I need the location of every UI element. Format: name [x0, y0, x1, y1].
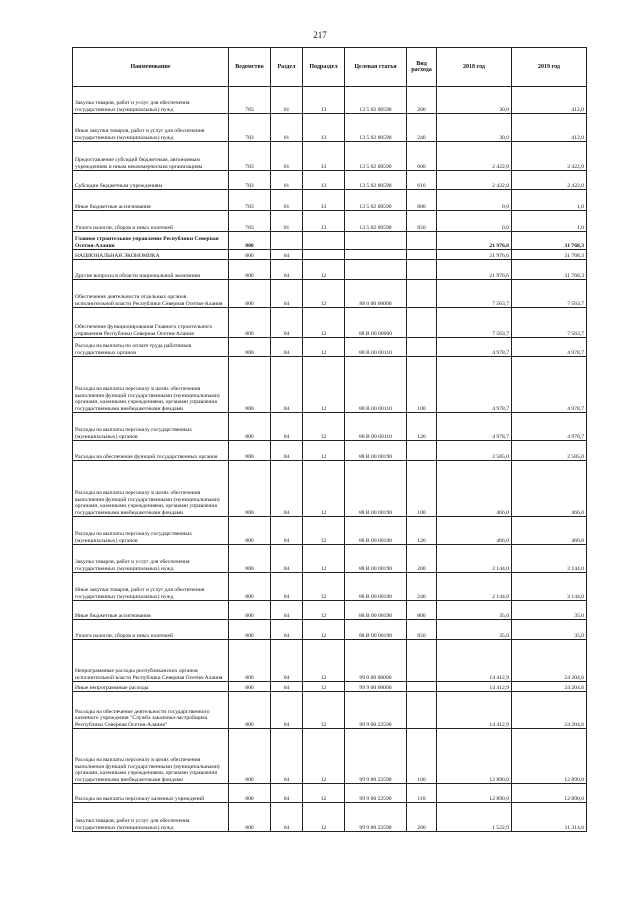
cell-department: 800 — [229, 545, 271, 573]
cell-target-article: 13 5 02 00590 — [345, 142, 407, 171]
cell-expense-type: 110 — [407, 784, 437, 803]
cell-target-article: 88 В 00 00110 — [345, 413, 407, 441]
cell-2019: 11 314,6 — [512, 803, 587, 832]
cell-2019: 7 563,7 — [512, 280, 587, 308]
table-row — [73, 190, 587, 211]
cell-expense-type: 120 — [407, 413, 437, 441]
cell-target-article: 88 В 00 00190 — [345, 517, 407, 545]
cell-section: 04 — [271, 692, 303, 729]
cell-target-article: 88 В 00 00190 — [345, 545, 407, 573]
cell-target-article — [345, 260, 407, 280]
cell-target-article: 13 5 02 00590 — [345, 190, 407, 211]
cell-expense-type: 200 — [407, 545, 437, 573]
cell-2019: 4 978,7 — [512, 357, 587, 413]
col-header-name: Наименование — [73, 48, 229, 87]
col-header-section: Раздел — [271, 48, 303, 87]
table-row — [73, 114, 587, 142]
col-header-2018: 2018 год — [437, 48, 512, 87]
cell-subsection: 12 — [303, 803, 345, 832]
cell-target-article: 88 В 00 00110 — [345, 338, 407, 357]
cell-name: Расходы на выплаты персоналу казенных учреждений — [73, 784, 229, 803]
cell-2018: 14 412,9 — [437, 640, 512, 682]
cell-2018: 466,0 — [437, 517, 512, 545]
cell-department: 800 — [229, 413, 271, 441]
cell-2019: 35,0 — [512, 620, 587, 640]
cell-section: 04 — [271, 517, 303, 545]
cell-department: 783 — [229, 190, 271, 211]
cell-2019: 2 144,0 — [512, 545, 587, 573]
cell-subsection: 13 — [303, 114, 345, 142]
cell-target-article: 88 В 00 00190 — [345, 620, 407, 640]
cell-expense-type: 240 — [407, 573, 437, 601]
cell-name: Закупка товаров, работ и услуг для обеспечения государственных (муниципальных) нужд — [73, 545, 229, 573]
cell-target-article: 88 В 00 00000 — [345, 308, 407, 338]
cell-target-article — [345, 250, 407, 260]
table-row — [73, 640, 587, 682]
cell-subsection: 13 — [303, 211, 345, 232]
cell-name: Обеспечение функционирования Главного строительного управления Республики Северная Осетия-Алания — [73, 308, 229, 338]
cell-2019: 2 585,0 — [512, 441, 587, 461]
table-row — [73, 211, 587, 232]
cell-target-article: 88 В 00 00190 — [345, 573, 407, 601]
cell-2019: 4 978,7 — [512, 338, 587, 357]
cell-subsection: 12 — [303, 729, 345, 784]
cell-department: 800 — [229, 640, 271, 682]
cell-target-article: 13 5 02 00590 — [345, 114, 407, 142]
cell-name: Расходы на выплаты персоналу государственных (муниципальных) органов — [73, 413, 229, 441]
cell-target-article: 13 5 02 00590 — [345, 171, 407, 190]
cell-expense-type: 600 — [407, 142, 437, 171]
cell-expense-type: 610 — [407, 171, 437, 190]
cell-expense-type: 240 — [407, 114, 437, 142]
cell-department: 783 — [229, 87, 271, 114]
cell-2018: 35,0 — [437, 620, 512, 640]
cell-2018: 0,0 — [437, 211, 512, 232]
cell-expense-type: 850 — [407, 620, 437, 640]
cell-2019: 466,0 — [512, 517, 587, 545]
cell-section: 04 — [271, 280, 303, 308]
cell-section: 04 — [271, 729, 303, 784]
cell-2018: 2 422,0 — [437, 171, 512, 190]
cell-expense-type — [407, 441, 437, 461]
cell-2018: 30,0 — [437, 87, 512, 114]
cell-subsection: 12 — [303, 640, 345, 682]
cell-subsection: 13 — [303, 190, 345, 211]
cell-section: 01 — [271, 171, 303, 190]
cell-department: 800 — [229, 280, 271, 308]
cell-department: 800 — [229, 620, 271, 640]
cell-department: 800 — [229, 461, 271, 517]
table-row — [73, 620, 587, 640]
cell-target-article: 13 5 02 00590 — [345, 211, 407, 232]
page-number: 217 — [313, 30, 327, 40]
cell-expense-type: 850 — [407, 211, 437, 232]
cell-section: 04 — [271, 640, 303, 682]
cell-name: Закупка товаров, работ и услуг для обеспечения государственных (муниципальных) нужд — [73, 87, 229, 114]
cell-section: 01 — [271, 142, 303, 171]
cell-department: 800 — [229, 338, 271, 357]
cell-section: 01 — [271, 211, 303, 232]
cell-target-article: 99 9 00 00000 — [345, 682, 407, 692]
cell-department: 800 — [229, 250, 271, 260]
cell-department: 800 — [229, 441, 271, 461]
cell-2018: 14 412,9 — [437, 682, 512, 692]
cell-2019: 24 204,6 — [512, 692, 587, 729]
cell-department: 800 — [229, 517, 271, 545]
cell-2019: 31 768,3 — [512, 260, 587, 280]
cell-expense-type: 100 — [407, 461, 437, 517]
cell-2018: 12 890,0 — [437, 784, 512, 803]
cell-department: 783 — [229, 142, 271, 171]
table-row — [73, 260, 587, 280]
cell-subsection: 12 — [303, 601, 345, 620]
table-body — [73, 87, 587, 832]
table-row — [73, 784, 587, 803]
cell-name: Расходы на обеспечение деятельности государственного казенного учреждения "Служба заказчика-застройщика Республики Северная Осетия-Алания" — [73, 692, 229, 729]
table-row — [73, 171, 587, 190]
table-row — [73, 729, 587, 784]
cell-2019: 24 204,6 — [512, 682, 587, 692]
cell-section: 04 — [271, 441, 303, 461]
cell-name: Уплата налогов, сборов и иных платежей — [73, 620, 229, 640]
cell-subsection: 12 — [303, 441, 345, 461]
cell-name: Расходы на выплаты персоналу в целях обеспечения выполнения функций государственными (муниципальными) органами, казенными учреждениями, органами управления государственными внебюджетными фондами — [73, 357, 229, 413]
col-header-2019: 2019 год — [512, 48, 587, 87]
cell-2018: 2 585,0 — [437, 441, 512, 461]
cell-section: 04 — [271, 413, 303, 441]
cell-expense-type — [407, 338, 437, 357]
table-row — [73, 803, 587, 832]
cell-2018: 4 978,7 — [437, 413, 512, 441]
cell-2018: 21 976,6 — [437, 232, 512, 250]
cell-subsection: 13 — [303, 142, 345, 171]
cell-2019: 7 563,7 — [512, 308, 587, 338]
table-row — [73, 142, 587, 171]
cell-2018: 14 412,9 — [437, 692, 512, 729]
cell-2018: 1 522,9 — [437, 803, 512, 832]
table-row — [73, 545, 587, 573]
cell-section: 04 — [271, 338, 303, 357]
cell-expense-type — [407, 250, 437, 260]
cell-section: 01 — [271, 190, 303, 211]
cell-expense-type: 800 — [407, 601, 437, 620]
table-row — [73, 692, 587, 729]
cell-expense-type: 120 — [407, 517, 437, 545]
cell-subsection: 13 — [303, 87, 345, 114]
cell-2019: 412,0 — [512, 114, 587, 142]
cell-2019: 24 204,6 — [512, 640, 587, 682]
cell-subsection — [303, 250, 345, 260]
cell-target-article: 88 В 00 00110 — [345, 357, 407, 413]
cell-target-article: 88 В 00 00190 — [345, 461, 407, 517]
cell-name: Расходы на выплаты персоналу государственных (муниципальных) органов — [73, 517, 229, 545]
cell-subsection: 12 — [303, 338, 345, 357]
cell-name: Главное строительное управление Республики Северная Осетия-Алания — [73, 232, 229, 250]
cell-2019: 466,0 — [512, 461, 587, 517]
table-row — [73, 87, 587, 114]
cell-expense-type — [407, 682, 437, 692]
table-row — [73, 250, 587, 260]
cell-section: 04 — [271, 682, 303, 692]
cell-name: Расходы на выплаты персоналу в целях обеспечения выполнения функций государственными (муниципальными) органами, казенными учреждениями, органами управления государственными внебюджетными фондами — [73, 729, 229, 784]
cell-2018: 21 976,6 — [437, 260, 512, 280]
cell-name: Субсидии бюджетным учреждениям — [73, 171, 229, 190]
cell-section: 04 — [271, 260, 303, 280]
cell-2018: 12 890,0 — [437, 729, 512, 784]
col-header-target-article: Целевая статья — [345, 48, 407, 87]
cell-expense-type: 200 — [407, 87, 437, 114]
cell-subsection: 12 — [303, 357, 345, 413]
cell-subsection: 12 — [303, 784, 345, 803]
cell-subsection: 12 — [303, 682, 345, 692]
cell-subsection: 12 — [303, 280, 345, 308]
cell-expense-type — [407, 232, 437, 250]
cell-name: Иные закупки товаров, работ и услуг для обеспечения государственных (муниципальных) нужд — [73, 114, 229, 142]
cell-department: 800 — [229, 601, 271, 620]
cell-department: 800 — [229, 357, 271, 413]
cell-expense-type: 100 — [407, 357, 437, 413]
cell-subsection: 12 — [303, 260, 345, 280]
cell-expense-type — [407, 308, 437, 338]
cell-2018: 2 422,0 — [437, 142, 512, 171]
cell-department: 800 — [229, 729, 271, 784]
cell-section: 04 — [271, 357, 303, 413]
table-row — [73, 573, 587, 601]
col-header-subsection: Подраздел — [303, 48, 345, 87]
cell-subsection: 12 — [303, 692, 345, 729]
cell-section — [271, 232, 303, 250]
cell-section: 04 — [271, 573, 303, 601]
cell-name: Обеспечение деятельности отдельных органов исполнительной власти Республики Северная Осетия-Алания — [73, 280, 229, 308]
cell-2019: 4 978,7 — [512, 413, 587, 441]
cell-name: Расходы на выплаты персоналу в целях обеспечения выполнения функций государственными (муниципальными) органами, казенными учреждениями, органами управления государственными внебюджетными фондами — [73, 461, 229, 517]
cell-subsection: 12 — [303, 517, 345, 545]
cell-name: Непрограммные расходы республиканских органов исполнительной власти Республики Северная Осетия-Алания — [73, 640, 229, 682]
table-row — [73, 413, 587, 441]
cell-2019: 35,0 — [512, 601, 587, 620]
cell-expense-type — [407, 692, 437, 729]
cell-department: 800 — [229, 308, 271, 338]
cell-subsection: 13 — [303, 171, 345, 190]
cell-section: 01 — [271, 87, 303, 114]
table-row — [73, 280, 587, 308]
cell-2018: 21 976,6 — [437, 250, 512, 260]
cell-department: 783 — [229, 211, 271, 232]
cell-name: Предоставление субсидий бюджетным, автономным учреждениям и иным некоммерческим организациям — [73, 142, 229, 171]
cell-department: 800 — [229, 232, 271, 250]
cell-2018: 30,0 — [437, 114, 512, 142]
cell-2019: 31 768,3 — [512, 250, 587, 260]
cell-target-article — [345, 232, 407, 250]
cell-expense-type: 200 — [407, 803, 437, 832]
cell-section: 04 — [271, 250, 303, 260]
cell-target-article: 99 0 00 00000 — [345, 640, 407, 682]
cell-expense-type — [407, 640, 437, 682]
cell-target-article: 13 5 02 00590 — [345, 87, 407, 114]
cell-2019: 1,0 — [512, 190, 587, 211]
table-row — [73, 601, 587, 620]
cell-section: 01 — [271, 114, 303, 142]
cell-name: Иные непрограммные расходы — [73, 682, 229, 692]
cell-2018: 0,0 — [437, 190, 512, 211]
cell-2019: 12 890,0 — [512, 729, 587, 784]
cell-2019: 2 144,0 — [512, 573, 587, 601]
cell-department: 783 — [229, 171, 271, 190]
cell-2018: 7 563,7 — [437, 280, 512, 308]
cell-subsection: 12 — [303, 620, 345, 640]
cell-department: 800 — [229, 260, 271, 280]
cell-expense-type: 100 — [407, 729, 437, 784]
table-row — [73, 357, 587, 413]
cell-2018: 2 144,0 — [437, 545, 512, 573]
cell-name: Иные закупки товаров, работ и услуг для обеспечения государственных (муниципальных) нужд — [73, 573, 229, 601]
cell-target-article: 99 9 00 22590 — [345, 803, 407, 832]
cell-target-article: 88 0 00 00000 — [345, 280, 407, 308]
cell-department: 800 — [229, 573, 271, 601]
cell-section: 04 — [271, 601, 303, 620]
cell-name: НАЦИОНАЛЬНАЯ ЭКОНОМИКА — [73, 250, 229, 260]
cell-name: Иные бюджетные ассигнования — [73, 190, 229, 211]
cell-target-article: 99 9 00 22590 — [345, 692, 407, 729]
table-row — [73, 338, 587, 357]
cell-expense-type — [407, 260, 437, 280]
cell-section: 04 — [271, 308, 303, 338]
cell-2019: 1,0 — [512, 211, 587, 232]
cell-2018: 4 978,7 — [437, 338, 512, 357]
header-row — [73, 48, 587, 87]
cell-department: 783 — [229, 114, 271, 142]
table-row — [73, 232, 587, 250]
cell-name: Другие вопросы в области национальной экономики — [73, 260, 229, 280]
cell-expense-type — [407, 280, 437, 308]
table-row — [73, 308, 587, 338]
cell-name: Уплата налогов, сборов и иных платежей — [73, 211, 229, 232]
table-row — [73, 441, 587, 461]
cell-target-article: 99 9 00 22590 — [345, 729, 407, 784]
cell-section: 04 — [271, 545, 303, 573]
cell-2019: 31 768,3 — [512, 232, 587, 250]
cell-2018: 7 563,7 — [437, 308, 512, 338]
cell-section: 04 — [271, 784, 303, 803]
cell-2019: 2 422,0 — [512, 171, 587, 190]
cell-target-article: 88 В 00 00190 — [345, 441, 407, 461]
cell-section: 04 — [271, 803, 303, 832]
col-header-department: Ведомство — [229, 48, 271, 87]
cell-2019: 412,0 — [512, 87, 587, 114]
cell-name: Закупка товаров, работ и услуг для обеспечения государственных (муниципальных) нужд — [73, 803, 229, 832]
table-row — [73, 517, 587, 545]
budget-table — [72, 47, 587, 832]
cell-department: 800 — [229, 682, 271, 692]
cell-name: Иные бюджетные ассигнования — [73, 601, 229, 620]
cell-name: Расходы на обеспечение функций государственных органов — [73, 441, 229, 461]
cell-department: 800 — [229, 692, 271, 729]
cell-target-article: 88 В 00 00190 — [345, 601, 407, 620]
cell-department: 800 — [229, 784, 271, 803]
cell-target-article: 99 9 00 22590 — [345, 784, 407, 803]
cell-subsection — [303, 232, 345, 250]
cell-department: 800 — [229, 803, 271, 832]
table-row — [73, 461, 587, 517]
cell-section: 04 — [271, 461, 303, 517]
cell-expense-type: 800 — [407, 190, 437, 211]
cell-section: 04 — [271, 620, 303, 640]
cell-2019: 12 890,0 — [512, 784, 587, 803]
cell-2018: 4 978,7 — [437, 357, 512, 413]
cell-subsection: 12 — [303, 573, 345, 601]
cell-subsection: 12 — [303, 308, 345, 338]
col-header-expense-type: Вид расхода — [407, 48, 437, 87]
cell-2018: 2 144,0 — [437, 573, 512, 601]
cell-2018: 35,0 — [437, 601, 512, 620]
cell-2018: 466,0 — [437, 461, 512, 517]
cell-subsection: 12 — [303, 461, 345, 517]
cell-name: Расходы на выплаты по оплате труда работников государственных органов — [73, 338, 229, 357]
cell-subsection: 12 — [303, 413, 345, 441]
cell-2019: 2 422,0 — [512, 142, 587, 171]
table-row — [73, 682, 587, 692]
cell-subsection: 12 — [303, 545, 345, 573]
